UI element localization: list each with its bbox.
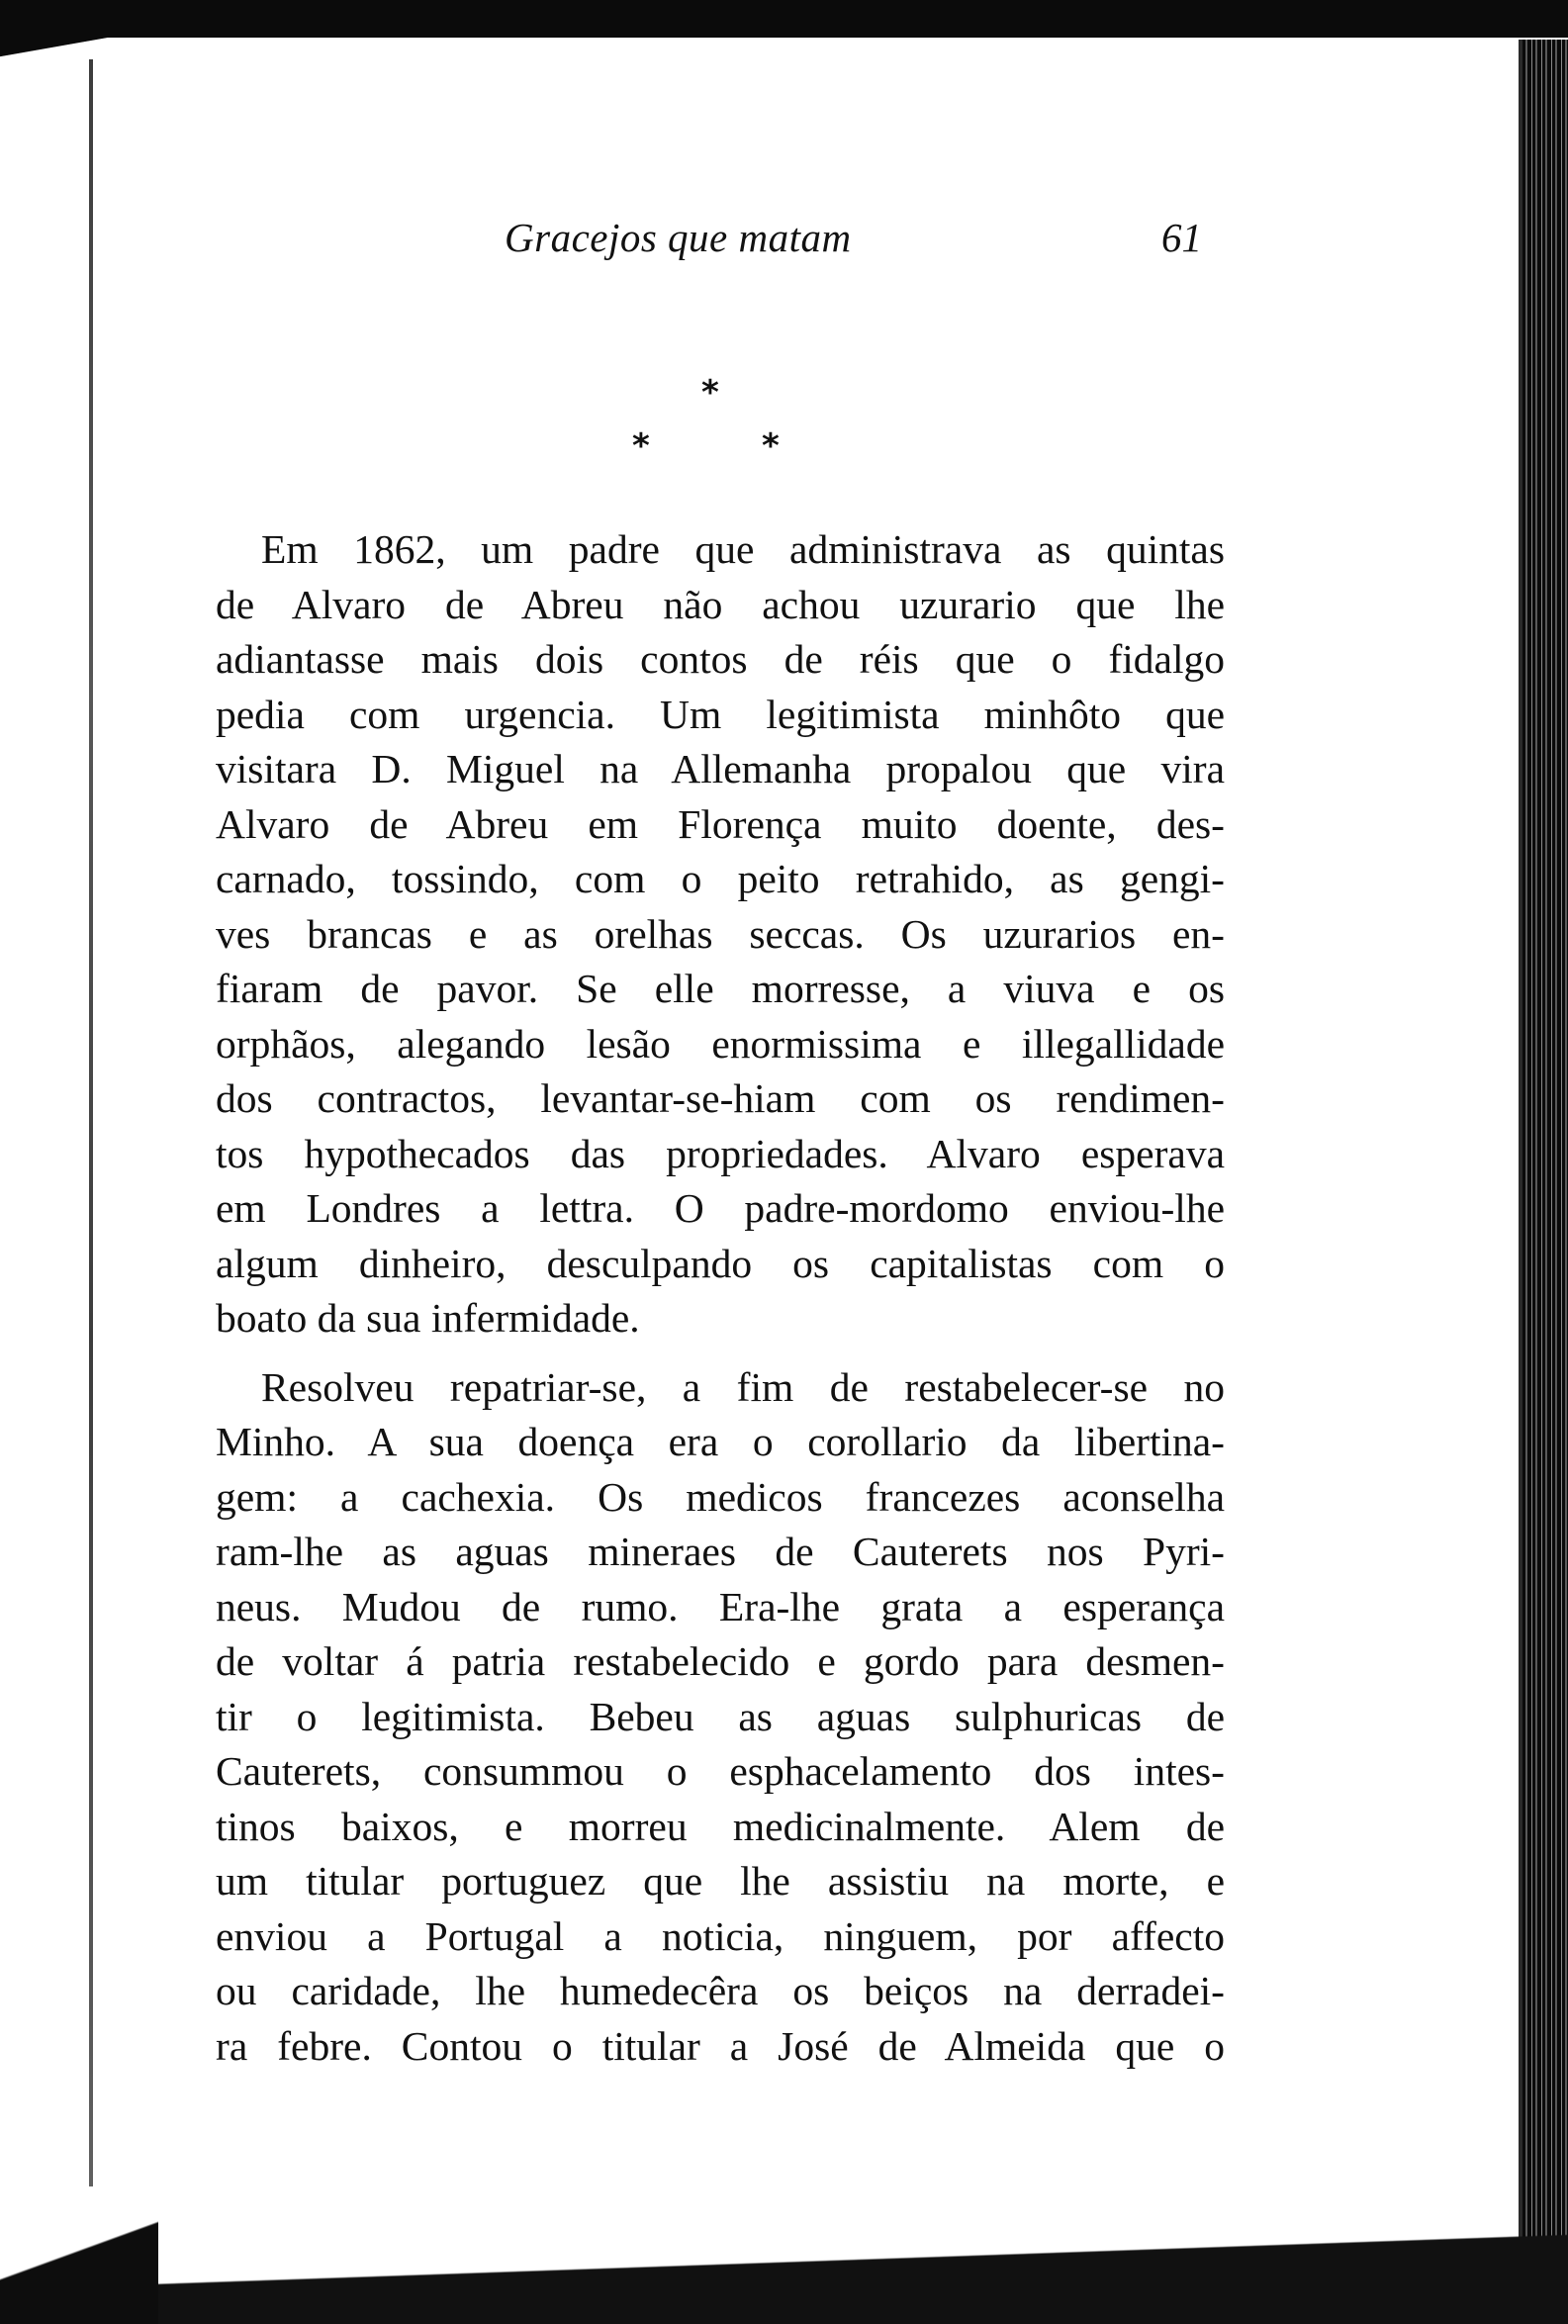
text-line: Minho. A sua doença era o corollario da libertina- bbox=[216, 1419, 1225, 1464]
scan-bottom-edge bbox=[0, 2215, 1568, 2324]
paragraph bbox=[216, 522, 1225, 1347]
text-line: enviou a Portugal a noticia, ninguem, por affecto bbox=[216, 1912, 1225, 1959]
text-line: ram-lhe as aguas mineraes de Cauterets nos Pyri- bbox=[216, 1529, 1225, 1574]
text-line: carnado, tossindo, com o peito retrahido, as gengi- bbox=[216, 856, 1225, 901]
asterism-star-left: * bbox=[632, 426, 650, 466]
text-line: visitara D. Miguel na Allemanha propalou que vira bbox=[216, 746, 1225, 791]
text-line: gem: a cachexia. Os medicos francezes aconselha bbox=[216, 1473, 1225, 1520]
asterism-section-break bbox=[0, 373, 1568, 485]
text-line: Cauterets, consummou o esphacelamento dos intes- bbox=[216, 1748, 1225, 1794]
text-line: ra febre. Contou o titular a José de Almeida que o bbox=[216, 2022, 1225, 2069]
text-line: ou caridade, lhe humedecêra os beiços na derradei- bbox=[216, 1968, 1225, 2013]
text-line: neus. Mudou de rumo. Era-lhe grata a esperança bbox=[216, 1583, 1225, 1629]
text-line: orphãos, alegando lesão enormissima e illegallidade bbox=[216, 1020, 1225, 1067]
text-line: Alvaro de Abreu em Florença muito doente, des- bbox=[216, 800, 1225, 847]
text-line: tos hypothecados das propriedades. Alvaro esperava bbox=[216, 1130, 1225, 1176]
running-head bbox=[505, 214, 1256, 273]
body-text bbox=[216, 522, 1225, 2074]
text-line: de Alvaro de Abreu não achou uzurario que lhe bbox=[216, 581, 1225, 627]
text-line: Em 1862, um padre que administrava as quintas bbox=[261, 526, 1225, 572]
text-line: tir o legitimista. Bebeu as aguas sulphuricas de bbox=[216, 1693, 1225, 1739]
text-line: de voltar á patria restabelecido e gordo para desmen- bbox=[216, 1638, 1225, 1684]
text-line: Resolveu repatriar-se, a fim de restabelecer-se no bbox=[261, 1363, 1225, 1410]
text-line: boato da sua infermidade. bbox=[216, 1295, 640, 1341]
page-number: 61 bbox=[1161, 215, 1202, 260]
asterism-star-right: * bbox=[762, 426, 780, 466]
running-title: Gracejos que matam bbox=[505, 215, 852, 260]
text-line: em Londres a lettra. O padre-mordomo enviou-lhe bbox=[216, 1185, 1225, 1231]
paragraph bbox=[216, 1360, 1225, 2075]
text-line: adiantasse mais dois contos de réis que o fidalgo bbox=[216, 636, 1225, 682]
text-line: tinos baixos, e morreu medicinalmente. Alem de bbox=[216, 1803, 1225, 1849]
text-line: dos contractos, levantar-se-hiam com os rendimen- bbox=[216, 1075, 1225, 1121]
text-line: pedia com urgencia. Um legitimista minhôto que bbox=[216, 691, 1225, 737]
scan-top-edge bbox=[0, 0, 1568, 44]
text-line: algum dinheiro, desculpando os capitalistas com o bbox=[216, 1240, 1225, 1286]
text-line: ves brancas e as orelhas seccas. Os uzurarios en- bbox=[216, 910, 1225, 957]
text-line: um titular portuguez que lhe assistiu na morte, e bbox=[216, 1858, 1225, 1904]
text-line: fiaram de pavor. Se elle morresse, a viuva e os bbox=[216, 966, 1225, 1011]
asterism-star-top: * bbox=[701, 373, 719, 413]
